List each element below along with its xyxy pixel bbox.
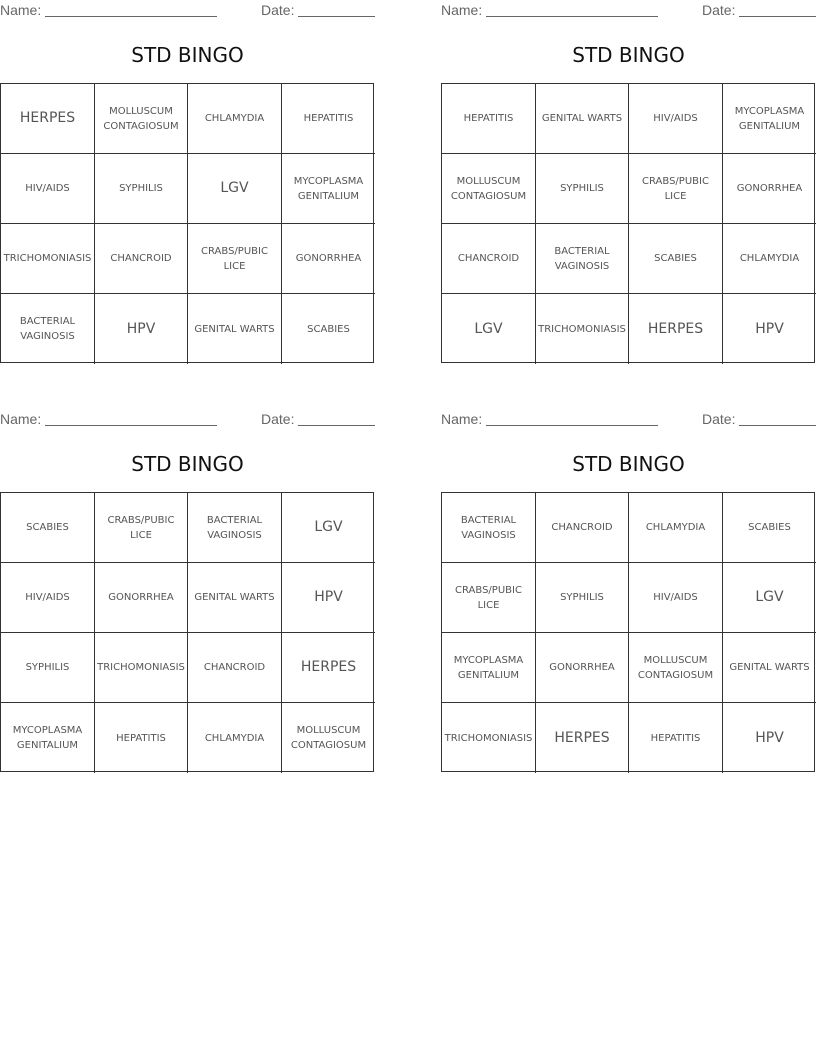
bingo-cell: LGV — [282, 493, 375, 563]
bingo-card-4 — [441, 409, 816, 746]
bingo-cell: HERPES — [536, 703, 629, 773]
bingo-cell: GONORRHEA — [95, 563, 188, 633]
date-label: Date: — [261, 2, 295, 18]
bingo-cell: SCABIES — [629, 224, 723, 294]
bingo-grid — [0, 492, 374, 772]
bingo-cell: HERPES — [282, 633, 375, 703]
bingo-cell: LGV — [723, 563, 816, 633]
bingo-cell: SCABIES — [723, 493, 816, 563]
name-label: Name: — [0, 2, 42, 18]
bingo-cell: CHLAMYDIA — [188, 84, 282, 154]
bingo-cell: SCABIES — [1, 493, 95, 563]
bingo-cell: SYPHILIS — [536, 563, 629, 633]
date-label: Date: — [702, 411, 736, 427]
date-blank-line[interactable] — [739, 425, 816, 426]
card-title: STD BINGO — [572, 452, 685, 476]
bingo-cell: CHANCROID — [95, 224, 188, 294]
bingo-cell: MYCOPLASMA GENITALIUM — [442, 633, 536, 703]
bingo-cell: CHLAMYDIA — [723, 224, 816, 294]
bingo-cell: SYPHILIS — [1, 633, 95, 703]
bingo-cell: TRICHOMONIASIS — [1, 224, 95, 294]
bingo-card-2 — [441, 0, 816, 337]
name-date-header — [0, 411, 375, 429]
bingo-card-1 — [0, 0, 375, 342]
card-title: STD BINGO — [572, 43, 685, 67]
bingo-cell: GONORRHEA — [282, 224, 375, 294]
name-date-header — [441, 411, 816, 429]
bingo-cell: CRABS/PUBIC LICE — [629, 154, 723, 224]
bingo-cell: HPV — [755, 320, 784, 337]
bingo-cell: GONORRHEA — [723, 154, 816, 224]
bingo-cell: HIV/AIDS — [629, 84, 723, 154]
bingo-cell: CRABS/PUBIC LICE — [442, 563, 536, 633]
bingo-cell: MOLLUSCUM CONTAGIOSUM — [290, 725, 367, 751]
bingo-card-3 — [0, 409, 375, 751]
date-label: Date: — [261, 411, 295, 427]
bingo-cell: GONORRHEA — [536, 633, 629, 703]
bingo-cell: MYCOPLASMA GENITALIUM — [723, 84, 816, 154]
name-blank-line[interactable] — [45, 425, 217, 426]
bingo-cell: GENITAL WARTS — [188, 563, 282, 633]
bingo-cell: CHLAMYDIA — [188, 703, 282, 773]
bingo-cell: TRICHOMONIASIS — [95, 633, 188, 703]
bingo-cell: CHANCROID — [536, 493, 629, 563]
name-blank-line[interactable] — [486, 16, 658, 17]
bingo-cell: LGV — [188, 154, 282, 224]
name-label: Name: — [441, 2, 483, 18]
name-date-header — [441, 2, 816, 20]
bingo-cell: GENITAL WARTS — [723, 633, 816, 703]
bingo-cell: HPV — [282, 563, 375, 633]
date-blank-line[interactable] — [298, 425, 375, 426]
bingo-cell: BACTERIAL VAGINOSIS — [188, 493, 282, 563]
bingo-cell: HERPES — [629, 294, 723, 364]
bingo-cell: MYCOPLASMA GENITALIUM — [1, 703, 95, 773]
bingo-cell: SCABIES — [307, 323, 350, 335]
bingo-grid — [0, 83, 374, 363]
bingo-cell: GENITAL WARTS — [536, 84, 629, 154]
bingo-cell: HIV/AIDS — [1, 563, 95, 633]
date-blank-line[interactable] — [298, 16, 375, 17]
bingo-cell: HIV/AIDS — [629, 563, 723, 633]
bingo-cell: TRICHOMONIASIS — [536, 294, 629, 364]
name-label: Name: — [0, 411, 42, 427]
name-blank-line[interactable] — [45, 16, 217, 17]
bingo-cell: HPV — [95, 294, 188, 364]
bingo-cell: SYPHILIS — [95, 154, 188, 224]
name-date-header — [0, 2, 375, 20]
bingo-cell: LGV — [442, 294, 536, 364]
date-label: Date: — [702, 2, 736, 18]
bingo-cell: BACTERIAL VAGINOSIS — [536, 224, 629, 294]
name-blank-line[interactable] — [486, 425, 658, 426]
bingo-cell: MOLLUSCUM CONTAGIOSUM — [629, 633, 723, 703]
bingo-cell: CHANCROID — [188, 633, 282, 703]
date-blank-line[interactable] — [739, 16, 816, 17]
bingo-cell: MOLLUSCUM CONTAGIOSUM — [95, 84, 188, 154]
card-title: STD BINGO — [131, 43, 244, 67]
bingo-cell: TRICHOMONIASIS — [442, 703, 536, 773]
bingo-grid — [441, 83, 815, 363]
bingo-cell: CRABS/PUBIC LICE — [188, 224, 282, 294]
bingo-cell: BACTERIAL VAGINOSIS — [442, 493, 536, 563]
bingo-cell: CHLAMYDIA — [629, 493, 723, 563]
bingo-grid — [441, 492, 815, 772]
bingo-cell: MYCOPLASMA GENITALIUM — [282, 154, 375, 224]
bingo-cell: HERPES — [1, 84, 95, 154]
name-label: Name: — [441, 411, 483, 427]
bingo-cell: HIV/AIDS — [1, 154, 95, 224]
bingo-cell: HEPATITIS — [442, 84, 536, 154]
bingo-cell: HEPATITIS — [282, 84, 375, 154]
bingo-cell: CRABS/PUBIC LICE — [95, 493, 188, 563]
bingo-cell: HPV — [755, 729, 784, 746]
bingo-cell: HEPATITIS — [95, 703, 188, 773]
bingo-cell: SYPHILIS — [536, 154, 629, 224]
bingo-cell: CHANCROID — [442, 224, 536, 294]
bingo-cell: HEPATITIS — [629, 703, 723, 773]
bingo-cell: MOLLUSCUM CONTAGIOSUM — [442, 154, 536, 224]
card-title: STD BINGO — [131, 452, 244, 476]
bingo-cell: GENITAL WARTS — [188, 294, 282, 364]
bingo-cell: BACTERIAL VAGINOSIS — [1, 294, 95, 364]
